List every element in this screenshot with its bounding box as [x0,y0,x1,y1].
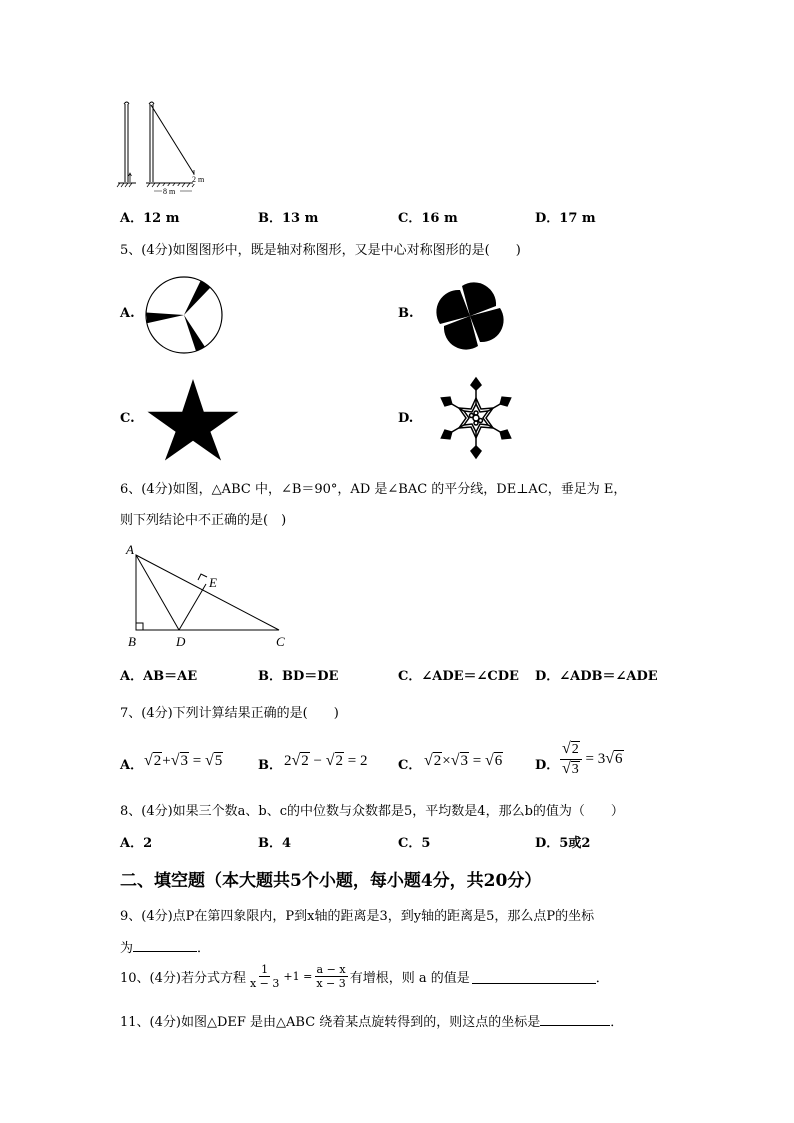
q5-option-d-letter[interactable]: D. [398,411,414,426]
q5-option-b-letter[interactable]: B. [398,306,414,321]
q7-option-b-letter[interactable]: B． [258,758,282,773]
q7-stem: 7、(4分)下列计算结果正确的是( ) [120,706,339,721]
q6-option-b[interactable]: B．BD＝DE [258,669,339,684]
q6-stem-line2: 则下列结论中不正确的是( ) [120,513,287,528]
q10-plus-one: +1 = [283,970,313,983]
q11-end: ． [610,1015,624,1030]
pole-figure [112,96,212,196]
q5-figure-d [424,376,528,460]
q11-line [120,1011,623,1030]
q5-figure-a [144,275,224,355]
q10-frac1-den: x − 3 [249,977,280,990]
q7-option-a-expr: √2+√3 = √5 [144,752,223,769]
q7-option-b-expr: 2√2 − √2 = 2 [284,752,368,769]
q6-stem-line1: 6、(4分)如图，△ABC 中，∠B＝90°，AD 是∠BAC 的平分线，DE⊥AC，垂足为 E， [120,482,627,497]
section-heading: 二、填空题（本大题共5个小题，每小题4分，共20分） [120,871,542,891]
q11-answer-blank[interactable] [540,1013,610,1026]
q9-suffix: ． [197,941,211,956]
q9-prefix: 为 [120,941,134,956]
q10-suffix: 有增根，则 a 的值是 [349,971,470,986]
label-c: C [276,634,285,649]
q10-frac2-den: x − 3 [316,977,346,990]
q10-frac1-num: 1 [261,963,269,976]
q8-option-b[interactable]: B．4 [258,836,292,851]
q8-stem: 8、(4分)如果三个数a、b、c的中位数与众数都是5，平均数是4，那么b的值为（ ） [120,804,624,819]
q10-end: ． [595,971,609,986]
q7-option-d-expr: $\frac{√2}{√3}$ = 3√6 [562,740,623,777]
q7-option-c-expr: √2×√3 = √6 [424,752,503,769]
q5-option-c-letter[interactable]: C. [120,411,135,426]
q4-option-d[interactable]: D．17 m [535,211,596,226]
q10-answer-blank[interactable] [472,969,596,984]
q8-option-c[interactable]: C．5 [398,836,431,851]
q8-option-a[interactable]: A．2 [120,836,153,851]
q10-line [120,963,609,990]
q6-option-c[interactable]: C．∠ADE＝∠CDE [398,669,519,684]
label-a: A [126,542,134,557]
q7-option-c-letter[interactable]: C． [398,758,422,773]
q9-answer-blank[interactable] [133,939,197,952]
q6-option-d[interactable]: D．∠ADB＝∠ADE [535,669,658,684]
q5-option-a-letter[interactable]: A. [120,306,135,321]
q10-fraction-2 [314,963,347,990]
q4-option-c[interactable]: C．16 m [398,211,458,226]
label-e: E [209,575,217,590]
label-2m: 2 m [192,175,205,184]
q5-stem: 5、(4分)如图图形中，既是轴对称图形，又是中心对称图形的是( ) [120,243,521,258]
q4-option-a[interactable]: A．12 m [120,211,180,226]
label-d: D [176,634,186,649]
q5-figure-b [420,276,520,356]
q6-option-a[interactable]: A．AB＝AE [120,669,198,684]
q10-fraction-1 [248,963,281,990]
triangle-figure [124,540,294,652]
label-8m: 8 m [163,187,176,196]
q7-option-a-letter[interactable]: A． [120,758,144,773]
q7-option-d-letter[interactable]: D． [535,758,560,773]
q11-text: 11、(4分)如图△DEF 是由△ABC 绕着某点旋转得到的，则这点的坐标是 [120,1015,541,1030]
q10-prefix: 10、(4分)若分式方程 [120,971,246,986]
q9-line2 [120,937,210,956]
q8-option-d[interactable]: D．5或2 [535,836,591,851]
q10-frac2-num: a − x [316,963,346,976]
q4-option-b[interactable]: B．13 m [258,211,319,226]
label-b: B [128,634,136,649]
q9-line1: 9、(4分)点P在第四象限内，P到x轴的距离是3，到y轴的距离是5，那么点P的坐标 [120,909,595,924]
q5-figure-c [146,378,240,462]
